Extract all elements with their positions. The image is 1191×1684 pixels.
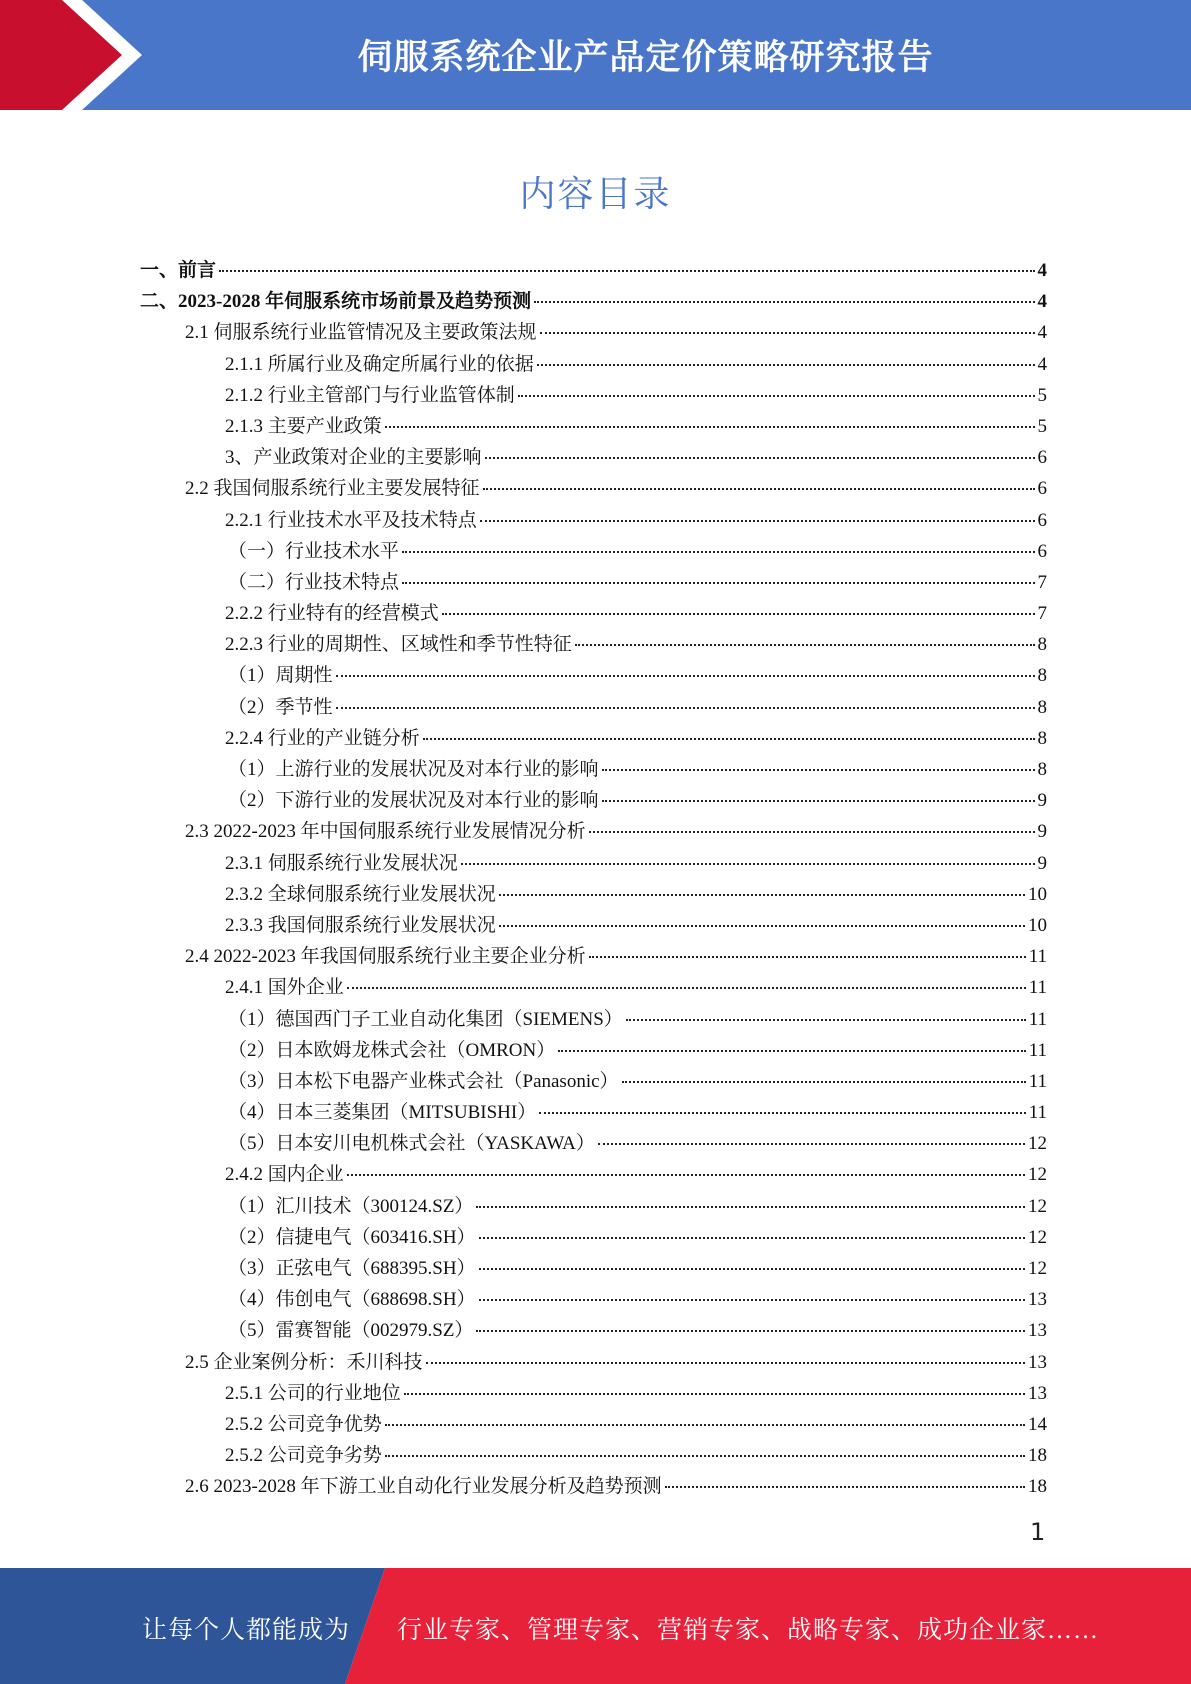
toc-entry-label: 一、前言 — [140, 260, 217, 281]
toc-entry-page: 5 — [1037, 384, 1047, 406]
toc-leader-dots — [665, 1486, 1025, 1488]
toc-leader-dots — [385, 1455, 1025, 1457]
toc-entry-label: （一）行业技术水平 — [228, 540, 400, 562]
toc-entry[interactable] — [140, 972, 1047, 1003]
toc-entry-label: （4）伟创电气（688698.SH） — [228, 1289, 476, 1311]
toc-entry-page: 12 — [1028, 1195, 1047, 1217]
toc-entry-page: 4 — [1037, 353, 1047, 375]
toc-entry-label: 2.5.2 公司竞争劣势 — [225, 1445, 382, 1467]
toc-entry-page: 10 — [1028, 883, 1047, 905]
toc-entry-label: （2）下游行业的发展状况及对本行业的影响 — [228, 790, 599, 812]
toc-entry[interactable] — [140, 1440, 1047, 1471]
toc-entry-page: 4 — [1037, 291, 1047, 313]
toc-entry[interactable] — [140, 286, 1047, 317]
toc-entry[interactable] — [140, 1222, 1047, 1253]
toc-leader-dots — [385, 1424, 1025, 1426]
toc-entry-label: （1）汇川技术（300124.SZ） — [228, 1195, 474, 1217]
toc-entry-page: 11 — [1028, 1102, 1047, 1124]
toc-leader-dots — [558, 1050, 1025, 1052]
toc-entry[interactable] — [140, 1066, 1047, 1097]
report-header — [0, 0, 1191, 110]
toc-entry[interactable] — [140, 1284, 1047, 1315]
toc-entry-page: 7 — [1037, 603, 1047, 625]
toc-entry[interactable] — [140, 1471, 1047, 1502]
toc-entry-label: （1）周期性 — [228, 665, 333, 687]
toc-entry-page: 11 — [1028, 1070, 1047, 1092]
toc-entry-page: 4 — [1037, 260, 1047, 281]
toc-leader-dots — [602, 769, 1035, 771]
toc-entry-page: 11 — [1028, 946, 1047, 968]
toc-entry[interactable] — [140, 1035, 1047, 1066]
toc-entry[interactable] — [140, 1347, 1047, 1378]
toc-entry[interactable] — [140, 1409, 1047, 1440]
toc-leader-dots — [461, 863, 1035, 865]
toc-heading: 内容目录 — [519, 174, 672, 215]
toc-entry[interactable] — [140, 598, 1047, 629]
toc-leader-dots — [479, 1268, 1025, 1270]
toc-entry-page: 18 — [1028, 1476, 1047, 1498]
toc-entry-label: 2.1 伺服系统行业监管情况及主要政策法规 — [185, 322, 537, 344]
toc-entry[interactable] — [140, 505, 1047, 536]
toc-entry-label: 2.2.2 行业特有的经营模式 — [225, 603, 439, 625]
toc-entry-label: 2.3.2 全球伺服系统行业发展状况 — [225, 883, 496, 905]
toc-entry-label: 2.3.3 我国伺服系统行业发展状况 — [225, 914, 496, 936]
toc-entry-label: 3、产业政策对企业的主要影响 — [225, 447, 482, 469]
toc-entry[interactable] — [140, 411, 1047, 442]
toc-leader-dots — [219, 270, 1034, 272]
toc-leader-dots — [499, 925, 1025, 927]
toc-entry[interactable] — [140, 567, 1047, 598]
toc-entry-page: 9 — [1037, 852, 1047, 874]
toc-entry-label: （5）雷赛智能（002979.SZ） — [228, 1320, 474, 1342]
toc-leader-dots — [476, 1206, 1025, 1208]
toc-entry-label: （二）行业技术特点 — [228, 571, 400, 593]
toc-entry-label: 2.5.2 公司竞争优势 — [225, 1413, 382, 1435]
toc-leader-dots — [336, 675, 1035, 677]
toc-leader-dots — [537, 364, 1035, 366]
report-footer — [0, 1568, 1191, 1684]
toc-entry-label: 2.1.3 主要产业政策 — [225, 415, 382, 437]
toc-leader-dots — [347, 1174, 1025, 1176]
toc-entry-page: 8 — [1037, 727, 1047, 749]
toc-leader-dots — [540, 332, 1035, 334]
toc-entry[interactable] — [140, 1191, 1047, 1222]
toc-entry-label: 2.6 2023-2028 年下游工业自动化行业发展分析及趋势预测 — [185, 1476, 662, 1498]
toc-entry-label: （2）信捷电气（603416.SH） — [228, 1226, 476, 1248]
toc-entry[interactable] — [140, 442, 1047, 473]
toc-entry-page: 11 — [1028, 1039, 1047, 1061]
toc-leader-dots — [423, 738, 1035, 740]
toc-entry[interactable] — [140, 629, 1047, 660]
toc-leader-dots — [402, 551, 1034, 553]
footer-slogan-left: 让每个人都能成为 — [142, 1617, 351, 1644]
toc-leader-dots — [622, 1081, 1026, 1083]
toc-entry[interactable] — [140, 848, 1047, 879]
toc-entry[interactable] — [140, 723, 1047, 754]
toc-entry[interactable] — [140, 1378, 1047, 1409]
toc-leader-dots — [589, 956, 1026, 958]
toc-leader-dots — [385, 426, 1035, 428]
toc-entry-page: 8 — [1037, 696, 1047, 718]
toc-entry[interactable] — [140, 349, 1047, 380]
toc-entry-page: 9 — [1037, 790, 1047, 812]
toc-entry-page: 12 — [1028, 1133, 1047, 1155]
toc-entry-page: 18 — [1028, 1445, 1047, 1467]
toc-entry-label: 2.1.2 行业主管部门与行业监管体制 — [225, 384, 515, 406]
toc-entry[interactable] — [140, 1253, 1047, 1284]
toc-entry-label: （1）德国西门子工业自动化集团（SIEMENS） — [228, 1008, 623, 1030]
toc-entry-page: 6 — [1037, 540, 1047, 562]
page-number: 1 — [1030, 1518, 1046, 1546]
toc-leader-dots — [602, 800, 1035, 802]
toc-entry-page: 13 — [1028, 1351, 1047, 1373]
toc-entry-label: （5）日本安川电机株式会社（YASKAWA） — [228, 1133, 595, 1155]
toc-entry-label: 2.3 2022-2023 年中国伺服系统行业发展情况分析 — [185, 821, 586, 843]
toc-entry-page: 6 — [1037, 447, 1047, 469]
toc-entry-page: 10 — [1028, 914, 1047, 936]
toc-entry-page: 13 — [1028, 1382, 1047, 1404]
toc-leader-dots — [347, 987, 1026, 989]
toc-leader-dots — [476, 1330, 1025, 1332]
toc-entry-label: 二、2023-2028 年伺服系统市场前景及趋势预测 — [140, 291, 532, 313]
toc-leader-dots — [485, 457, 1035, 459]
toc-leader-dots — [598, 1143, 1025, 1145]
toc-entry-label: （4）日本三菱集团（MITSUBISHI） — [228, 1102, 537, 1124]
toc-leader-dots — [626, 1019, 1026, 1021]
toc-entry[interactable] — [140, 255, 1047, 286]
toc-entry[interactable] — [140, 1128, 1047, 1159]
toc-entry[interactable] — [140, 1315, 1047, 1346]
toc-entry[interactable] — [140, 660, 1047, 691]
footer-slogan-right: 行业专家、管理专家、营销专家、战略专家、成功企业家…… — [397, 1617, 1100, 1644]
toc-entry[interactable] — [140, 785, 1047, 816]
toc-entry-page: 7 — [1037, 571, 1047, 593]
toc-entry-page: 8 — [1037, 759, 1047, 780]
toc-entry-page: 11 — [1028, 1008, 1047, 1030]
toc-entry-page: 8 — [1037, 665, 1047, 687]
toc-entry-label: （3）日本松下电器产业株式会社（Panasonic） — [228, 1070, 619, 1092]
toc-leader-dots — [402, 582, 1034, 584]
toc-leader-dots — [483, 488, 1035, 490]
toc-leader-dots — [480, 520, 1035, 522]
toc-entry-page: 11 — [1028, 977, 1047, 999]
toc-leader-dots — [534, 301, 1034, 303]
toc-leader-dots — [479, 1237, 1025, 1239]
toc-entry-page: 4 — [1037, 322, 1047, 344]
toc-entry[interactable] — [140, 380, 1047, 411]
toc-leader-dots — [499, 894, 1025, 896]
toc-entry-label: 2.2 我国伺服系统行业主要发展特征 — [185, 478, 480, 500]
toc-entry[interactable] — [140, 473, 1047, 504]
toc-entry[interactable] — [140, 816, 1047, 847]
toc-entry-label: 2.2.1 行业技术水平及技术特点 — [225, 509, 477, 531]
toc-entry-label: 2.4 2022-2023 年我国伺服系统行业主要企业分析 — [185, 946, 586, 968]
toc-entry-label: 2.4.1 国外企业 — [225, 977, 344, 999]
toc-entry-page: 9 — [1037, 821, 1047, 843]
toc-entry-label: 2.3.1 伺服系统行业发展状况 — [225, 852, 458, 874]
toc-leader-dots — [479, 1299, 1025, 1301]
toc-entry[interactable] — [140, 536, 1047, 567]
toc-entry-page: 8 — [1037, 634, 1047, 656]
toc-entry-page: 13 — [1028, 1320, 1047, 1342]
toc-entry-label: 2.2.3 行业的周期性、区域性和季节性特征 — [225, 634, 572, 656]
toc-entry[interactable] — [140, 910, 1047, 941]
toc-entry-label: 2.4.2 国内企业 — [225, 1164, 344, 1186]
toc-entry[interactable] — [140, 1004, 1047, 1035]
toc-entry-label: （3）正弦电气（688395.SH） — [228, 1258, 476, 1279]
toc-entry[interactable] — [140, 879, 1047, 910]
toc-entry[interactable] — [140, 1097, 1047, 1128]
report-title: 伺服系统企业产品定价策略研究报告 — [357, 38, 934, 78]
toc-entry-label: 2.5 企业案例分析：禾川科技 — [185, 1351, 423, 1373]
toc-leader-dots — [589, 831, 1035, 833]
toc-leader-dots — [404, 1393, 1025, 1395]
toc-leader-dots — [442, 613, 1035, 615]
toc-leader-dots — [336, 707, 1035, 709]
toc-leader-dots — [426, 1362, 1025, 1364]
toc-entry-page: 14 — [1028, 1413, 1047, 1435]
toc-entry-page: 12 — [1028, 1226, 1047, 1248]
toc-entry-label: 2.5.1 公司的行业地位 — [225, 1382, 401, 1404]
toc-entry-page: 12 — [1028, 1164, 1047, 1186]
toc-leader-dots — [518, 395, 1035, 397]
toc-leader-dots — [539, 1112, 1025, 1114]
toc-entry[interactable] — [140, 317, 1047, 348]
toc-entry[interactable] — [140, 941, 1047, 972]
toc-leader-dots — [575, 644, 1035, 646]
table-of-contents — [140, 255, 1047, 1503]
toc-entry-label: （2）日本欧姆龙株式会社（OMRON） — [228, 1039, 556, 1061]
toc-entry-page: 5 — [1037, 415, 1047, 437]
toc-entry[interactable] — [140, 692, 1047, 723]
toc-entry-label: （1）上游行业的发展状况及对本行业的影响 — [228, 759, 599, 780]
toc-entry-page: 6 — [1037, 478, 1047, 500]
toc-entry-label: 2.2.4 行业的产业链分析 — [225, 727, 420, 749]
toc-entry[interactable] — [140, 754, 1047, 785]
toc-entry-page: 6 — [1037, 509, 1047, 531]
toc-entry-label: （2）季节性 — [228, 696, 333, 718]
toc-entry-page: 13 — [1028, 1289, 1047, 1311]
toc-entry[interactable] — [140, 1159, 1047, 1190]
toc-entry-page: 12 — [1028, 1258, 1047, 1279]
toc-entry-label: 2.1.1 所属行业及确定所属行业的依据 — [225, 353, 534, 375]
